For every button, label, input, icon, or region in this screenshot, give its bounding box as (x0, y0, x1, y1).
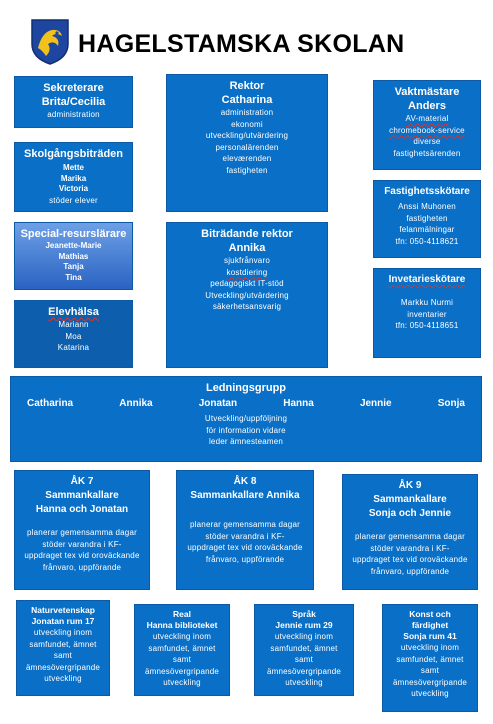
ak9-line: stöder varandra i KF- (370, 543, 450, 553)
invetarieskotare-box (373, 268, 481, 358)
sprak-line: samt (294, 655, 314, 664)
skolgang-name: Marika (60, 173, 87, 183)
ledning-member: Sonja (437, 398, 465, 409)
ak8-line: uppdraget tex vid oroväckande (187, 543, 303, 552)
special-name: Jeanette-Marie (45, 241, 102, 250)
ak8-line: planerar gemensamma dagar (190, 520, 300, 529)
konst-line: samt (420, 666, 440, 675)
konst-line: utveckling inom (400, 643, 460, 652)
ledning-line: leder ämnesteamen (208, 437, 284, 446)
konst-line: utveckling (411, 689, 449, 698)
sprak-line: samfundet, ämnet (270, 643, 338, 653)
sprak-line: ämnesövergripande (266, 666, 342, 676)
natur-sub: Jonatan rum 17 (31, 616, 95, 626)
vakt-line: chromebook-service (389, 125, 465, 135)
vakt-title: Vaktmästare (394, 86, 460, 98)
ak7-sub: Hanna och Jonatan (35, 504, 129, 515)
fastighet-line: felanmälningar (399, 225, 455, 234)
vaktmastare-box (373, 80, 481, 170)
sprak-sub: Jennie rum 29 (275, 620, 333, 630)
bitr-line: säkerhetsansvarig (212, 302, 282, 311)
elevhalsa-line: Katarina (57, 343, 90, 352)
fastighetsskotare-box (373, 180, 481, 258)
natur-title: Naturvetenskap (31, 605, 95, 615)
ak9-line: planerar gemensamma dagar (355, 532, 465, 541)
rektor-box (166, 74, 328, 212)
sekreterare-title: Sekreterare (43, 82, 104, 94)
ledning-names (11, 397, 481, 411)
elevhalsa-line: Mariann (58, 320, 89, 329)
skolgang-name: Mette (63, 163, 84, 172)
ak7-box (14, 470, 150, 590)
rektor-line: fastigheten (226, 165, 268, 175)
invetarie-line: inventarier (407, 309, 447, 319)
sekreterare-name: Brita/Cecilia (41, 96, 106, 108)
special-name: Tanja (63, 262, 84, 271)
invetarie-line: tfn: 050-4118651 (395, 321, 459, 330)
ak9-line: uppdraget tex vid oroväckande (352, 555, 468, 564)
real-line: samt (172, 655, 192, 664)
sprak-box (254, 604, 354, 696)
rektor-line: administration (220, 108, 274, 117)
sekreterare-line: administration (47, 110, 100, 119)
konst-title: färdighet (411, 620, 449, 630)
real-line: utveckling (163, 678, 201, 687)
fastighet-line: Anssi Muhonen (398, 202, 456, 211)
fastighet-line: tfn: 050-4118621 (395, 236, 459, 246)
special-name: Mathias (58, 251, 89, 261)
school-crest-logo (30, 18, 70, 66)
header (30, 18, 490, 68)
ak9-sub: Sonja och Jennie (368, 508, 452, 519)
ak7-line: stöder varandra i KF- (42, 539, 122, 549)
vakt-line: diverse (413, 137, 441, 146)
special-title: Special-resurslärare (20, 228, 127, 240)
rektor-name: Catharina (221, 94, 273, 106)
ledning-title: Ledningsgrupp (205, 382, 287, 394)
real-sub: Hanna biblioteket (146, 620, 218, 630)
bitr-line: pedagogiskt IT-stöd (210, 279, 284, 288)
bitr-name: Annika (228, 242, 266, 254)
rektor-line: utveckling/utvärdering (205, 131, 289, 140)
bitr-line: Utveckling/utvärdering (205, 290, 289, 300)
natur-line: utveckling (44, 674, 82, 683)
sekreterare-box (14, 76, 133, 128)
ak8-box (176, 470, 314, 590)
ak9-line: frånvaro, uppförande (370, 566, 450, 576)
natur-line: samt (53, 651, 73, 660)
vakt-line: fastighetsärenden (393, 148, 461, 158)
ak7-line: planerar gemensamma dagar (27, 528, 137, 537)
real-box (134, 604, 230, 696)
sprak-line: utveckling (285, 678, 323, 687)
konst-line: ämnesövergripande (392, 677, 468, 687)
ledning-member: Catharina (27, 398, 74, 409)
ak9-sub: Sammankallare (373, 494, 447, 505)
ledning-member: Jennie (359, 398, 392, 409)
rektor-line: eleværenden (222, 154, 272, 163)
bitradande-rektor-box (166, 222, 328, 368)
natur-line: samfundet, ämnet (29, 639, 97, 649)
bitr-line: sjukfrånvaro (224, 256, 270, 265)
elevhalsa-line: Moa (65, 331, 82, 341)
elevhalsa-title: Elevhälsa (48, 306, 99, 318)
ak9-box (342, 474, 478, 590)
bitr-line: kostdiering (226, 267, 268, 277)
ak7-sub: Sammankallare (45, 490, 119, 501)
fastighet-title: Fastighetsskötare (384, 186, 470, 197)
ak8-line: stöder varandra i KF- (205, 531, 285, 541)
elevhalsa-box (14, 300, 133, 368)
real-title: Real (173, 609, 191, 619)
rektor-line: ekonomi (231, 119, 263, 129)
bitr-title: Biträdande rektor (201, 228, 293, 240)
vakt-line: AV-material (405, 114, 449, 123)
ledningsgrupp-box (10, 376, 482, 462)
konst-title: Konst och (409, 609, 451, 619)
sprak-title: Språk (292, 609, 316, 619)
real-line: samfundet, ämnet (148, 643, 216, 653)
natur-line: ämnesövergripande (25, 662, 101, 672)
ak7-line: uppdraget tex vid oroväckande (24, 551, 140, 560)
naturvetenskap-box (16, 600, 110, 696)
sprak-line: utveckling inom (274, 632, 334, 641)
ledning-member: Jonatan (198, 398, 238, 409)
skolgang-title: Skolgångsbiträden (23, 148, 124, 160)
ak7-title: ÅK 7 (70, 476, 94, 487)
school-name: HAGELSTAMSKA SKOLAN (78, 30, 405, 58)
konst-line: samfundet, ämnet (396, 654, 464, 664)
ak8-sub: Sammankallare Annika (190, 490, 300, 501)
ak8-title: ÅK 8 (233, 476, 257, 487)
invetarie-line: Markku Nurmi (400, 298, 454, 307)
rektor-line: personalärenden (215, 142, 279, 152)
ledning-member: Annika (119, 398, 153, 409)
ledning-line: för information vidare (206, 425, 286, 435)
real-line: utveckling inom (152, 632, 212, 641)
ledning-member: Hanna (283, 398, 314, 409)
special-name: Tina (65, 272, 82, 282)
konst-sub: Sonja rum 41 (403, 631, 457, 641)
natur-line: utveckling inom (33, 628, 93, 637)
skolgang-line: stöder elever (49, 195, 98, 205)
ak7-line: frånvaro, uppförande (42, 562, 122, 572)
ak8-line: frånvaro, uppförande (205, 554, 285, 564)
ledning-line: Utveckling/uppföljning (204, 414, 288, 423)
vakt-name: Anders (408, 100, 446, 112)
skolgangsbitraden-box (14, 142, 133, 212)
fastighet-line: fastigheten (406, 213, 448, 223)
ak9-title: ÅK 9 (398, 480, 422, 491)
rektor-title: Rektor (229, 80, 265, 92)
konst-fardighet-box (382, 604, 478, 712)
special-resurslarare-box (14, 222, 133, 290)
real-line: ämnesövergripande (144, 666, 220, 676)
skolgang-name: Victoria (58, 184, 89, 193)
invetarie-title: Invetarieskötare (388, 274, 466, 285)
